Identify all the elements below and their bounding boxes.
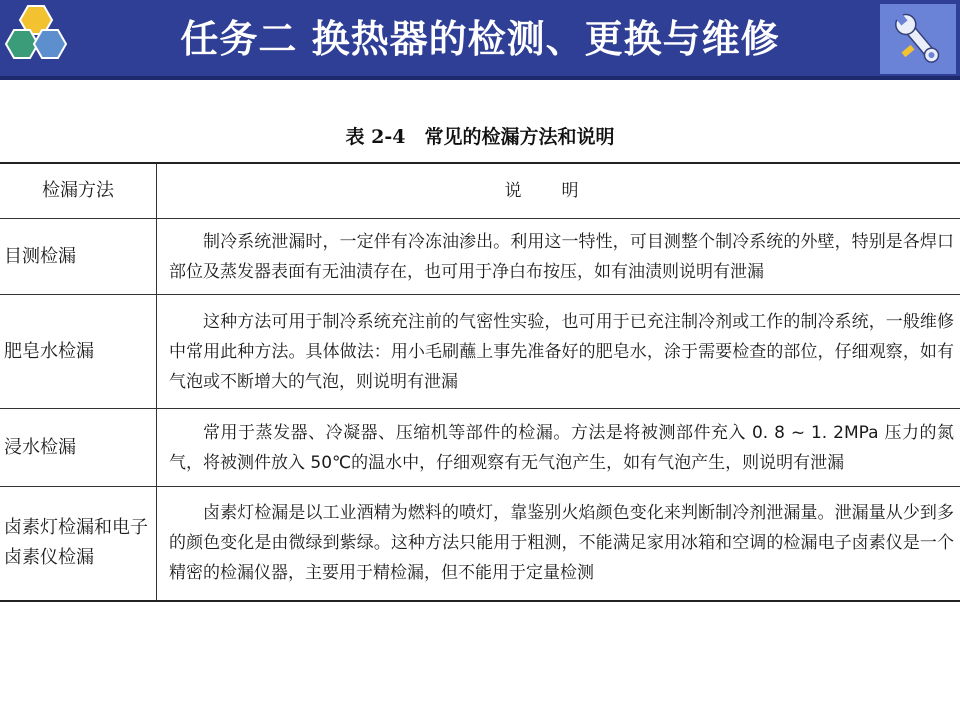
header-banner bbox=[0, 0, 960, 80]
method-cell: 卤素灯检漏和电子卤素仪检漏 bbox=[0, 487, 157, 601]
table-row bbox=[0, 295, 960, 409]
description-cell: 卤素灯检漏是以工业酒精为燃料的喷灯，靠鉴别火焰颜色变化来判断制冷剂泄漏量。泄漏量从少到多的颜色变化是由微绿到紫绿。这种方法只能用于粗测，不能满足家用冰箱和空调的检漏电子卤素仪是一个精密的检漏仪器，主要用于精检漏，但不能用于定量检测 bbox=[157, 487, 960, 601]
header-description: 说明 bbox=[157, 163, 960, 219]
method-cell: 浸水检漏 bbox=[0, 409, 157, 487]
table-row bbox=[0, 409, 960, 487]
method-cell: 肥皂水检漏 bbox=[0, 295, 157, 409]
tool-badge bbox=[880, 4, 956, 74]
description-cell: 制冷系统泄漏时，一定伴有冷冻油渗出。利用这一特性，可目测整个制冷系统的外壁，特别是各焊口部位及蒸发器表面有无油渍存在，也可用于净白布按压，如有油渍则说明有泄漏 bbox=[157, 219, 960, 295]
wrench-icon bbox=[880, 4, 956, 74]
header-method: 检漏方法 bbox=[0, 163, 157, 219]
table-row bbox=[0, 219, 960, 295]
table-row bbox=[0, 487, 960, 601]
description-cell: 常用于蒸发器、冷凝器、压缩机等部件的检漏。方法是将被测部件充入 0. 8 ~ 1. 2MPa 压力的氮气，将被测件放入 50℃的温水中，仔细观察有无气泡产生，如有气泡产生，则说明有泄漏 bbox=[157, 409, 960, 487]
description-cell: 这种方法可用于制冷系统充注前的气密性实验，也可用于已充注制冷剂或工作的制冷系统，一般维修中常用此种方法。具体做法：用小毛刷蘸上事先准备好的肥皂水，涂于需要检查的部位，仔细观察，如有气泡或不断增大的气泡，则说明有泄漏 bbox=[157, 295, 960, 409]
table-caption: 表 2-4 常见的检漏方法和说明 bbox=[345, 126, 615, 148]
page-title: 任务二 换热器的检测、更换与维修 bbox=[180, 17, 780, 61]
table-header-row bbox=[0, 163, 960, 219]
method-cell: 目测检漏 bbox=[0, 219, 157, 295]
leak-detection-table bbox=[0, 162, 960, 602]
